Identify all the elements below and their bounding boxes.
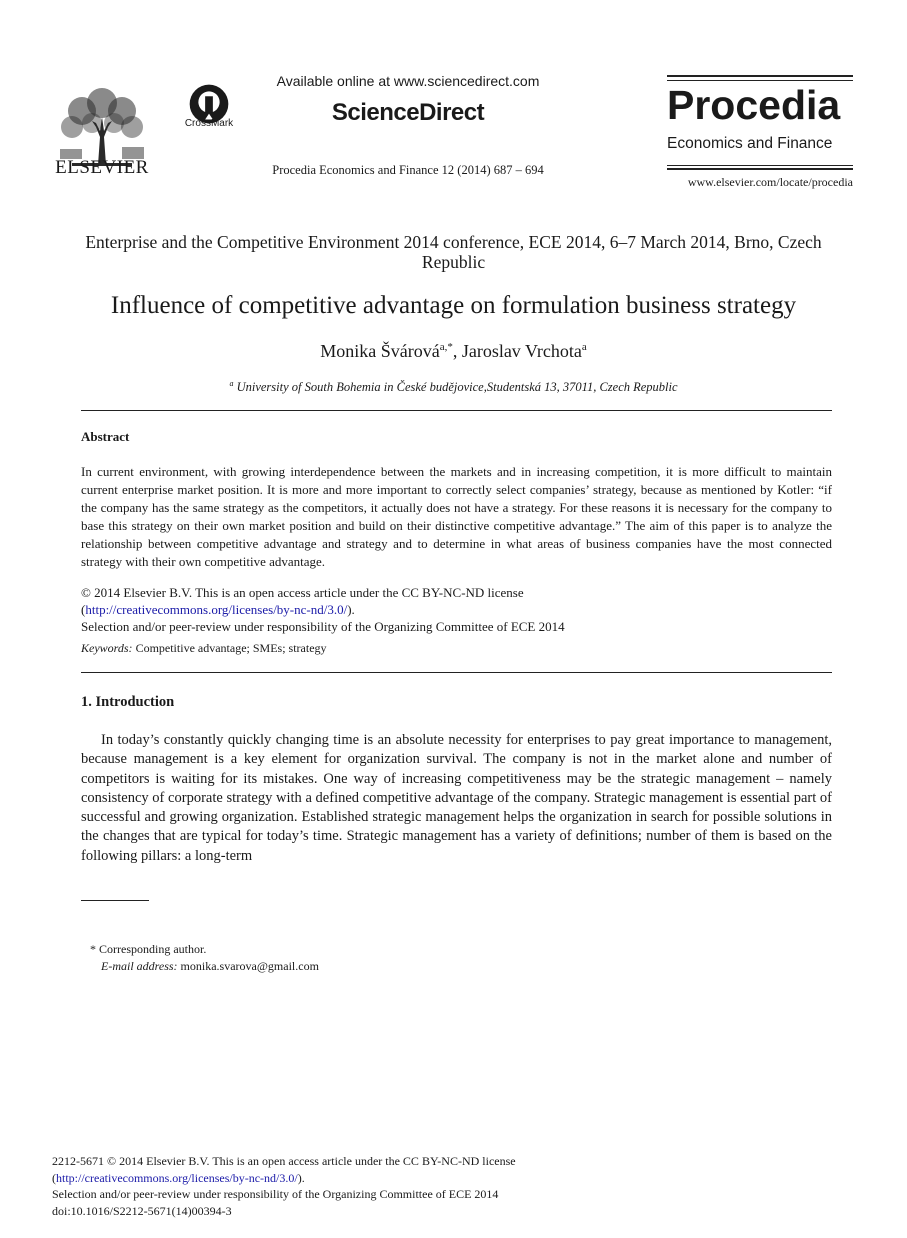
brand-rule <box>667 165 853 166</box>
journal-reference: Procedia Economics and Finance 12 (2014) 687 – 694 <box>272 163 544 177</box>
paren-close: ). <box>297 1170 305 1185</box>
publisher-name: ELSEVIER <box>55 157 149 178</box>
affiliation-text: University of South Bohemia in České budějovice,Studentská 13, 37011, Czech Republic <box>236 380 678 395</box>
paren-close: ). <box>347 602 355 617</box>
journal-brand: Procedia <box>667 82 841 128</box>
footer-issn-license: 2212-5671 © 2014 Elsevier B.V. This is an open access article under the CC BY-NC-ND license <box>52 1154 516 1168</box>
available-online-text: Available online at www.sciencedirect.com <box>276 73 540 89</box>
footer-peer-review: Selection and/or peer-review under responsibility of the Organizing Committee of ECE 2014 <box>52 1187 499 1201</box>
introduction-heading: 1. Introduction <box>81 694 175 710</box>
keywords-list: Competitive advantage; SMEs; strategy <box>132 641 327 655</box>
email-label: E-mail address: <box>101 959 178 973</box>
page-footer <box>52 1153 516 1219</box>
license-block <box>81 584 832 635</box>
paren-open: ( <box>81 602 86 617</box>
paren-open: ( <box>52 1170 56 1185</box>
keywords-label: Keywords: <box>81 641 133 655</box>
footnote <box>90 941 319 975</box>
author-separator: , <box>452 341 462 361</box>
sciencedirect-title[interactable]: ScienceDirect <box>331 99 485 126</box>
footer-license-url <box>52 1170 516 1187</box>
license-statement: © 2014 Elsevier B.V. This is an open access article under the CC BY-NC-ND license <box>81 585 524 600</box>
section-divider <box>81 410 832 411</box>
license-link[interactable]: http://creativecommons.org/licenses/by-nc-nd/3.0/ <box>85 602 348 617</box>
paper-title: Influence of competitive advantage on formulation business strategy <box>110 292 797 319</box>
email-line <box>90 958 319 975</box>
brand-rule <box>667 168 853 170</box>
peer-review-statement: Selection and/or peer-review under responsibility of the Organizing Committee of ECE 2014 <box>81 619 565 634</box>
author-2-affiliation-mark[interactable]: a <box>581 341 587 353</box>
journal-subtitle: Economics and Finance <box>667 135 833 152</box>
footer-license-link[interactable]: http://creativecommons.org/licenses/by-nc-nd/3.0/ <box>56 1170 298 1185</box>
brand-rule <box>667 80 853 81</box>
license-url-line <box>81 601 832 618</box>
affiliation-mark: a <box>229 379 234 388</box>
brand-rule <box>667 75 853 77</box>
introduction-body: In today’s constantly quickly changing time is an absolute necessity for enterprises to pay great importance to management, because management is a key element for organization survival. The company is not in the market alone and number of competitors is waiting for its mistakes. One way of increasing competitiveness may be the strategic management – namely consistency of corporate strategy with a defined competitive advantage of the company. Strategic management is essential part of successful and growing organization. Established strategic management helps the organization in search for possible solutions in the changes that are typical for today’s time. Strategic management has a variety of definitions; number of them is based on the following pillars: a long-term <box>81 732 832 864</box>
author-2: Jaroslav Vrchota <box>461 341 582 361</box>
footnote-rule <box>81 900 149 901</box>
conference-name: Enterprise and the Competitive Environment 2014 conference, ECE 2014, 6–7 March 2014, Brno, Czech Republic <box>85 232 822 272</box>
corresponding-author: * Corresponding author. <box>90 942 207 956</box>
abstract-heading: Abstract <box>81 429 130 444</box>
author-1-affiliation-mark[interactable]: a,* <box>439 341 453 353</box>
footer-doi[interactable]: doi:10.1016/S2212-5671(14)00394-3 <box>52 1203 232 1218</box>
section-divider <box>81 672 832 673</box>
abstract-body: In current environment, with growing interdependence between the markets and in increasing competition, it is more difficult to maintain current enterprise market position. It is more and more important to correctly select companies’ strategy, because as mentioned by Kotler: “if the company has the same strategy as the competitors, it actually does not have a strategy. For these reasons it is necessary for the company to base this strategy on their own market position and build on their distinctive competitive advantage.” The aim of this paper is to analyze the relationship between competitive advantage and strategy and to determine in what areas of business companies have the most connected strategy with their own competitive advantage. <box>81 464 832 569</box>
journal-url[interactable]: www.elsevier.com/locate/procedia <box>687 175 853 189</box>
author-1: Monika Švárová <box>320 341 440 361</box>
email-address[interactable]: monika.svarova@gmail.com <box>177 959 319 973</box>
crossmark-label: CrossMark <box>184 118 234 129</box>
authors <box>40 341 867 362</box>
affiliation <box>40 379 867 395</box>
keywords <box>81 641 832 656</box>
